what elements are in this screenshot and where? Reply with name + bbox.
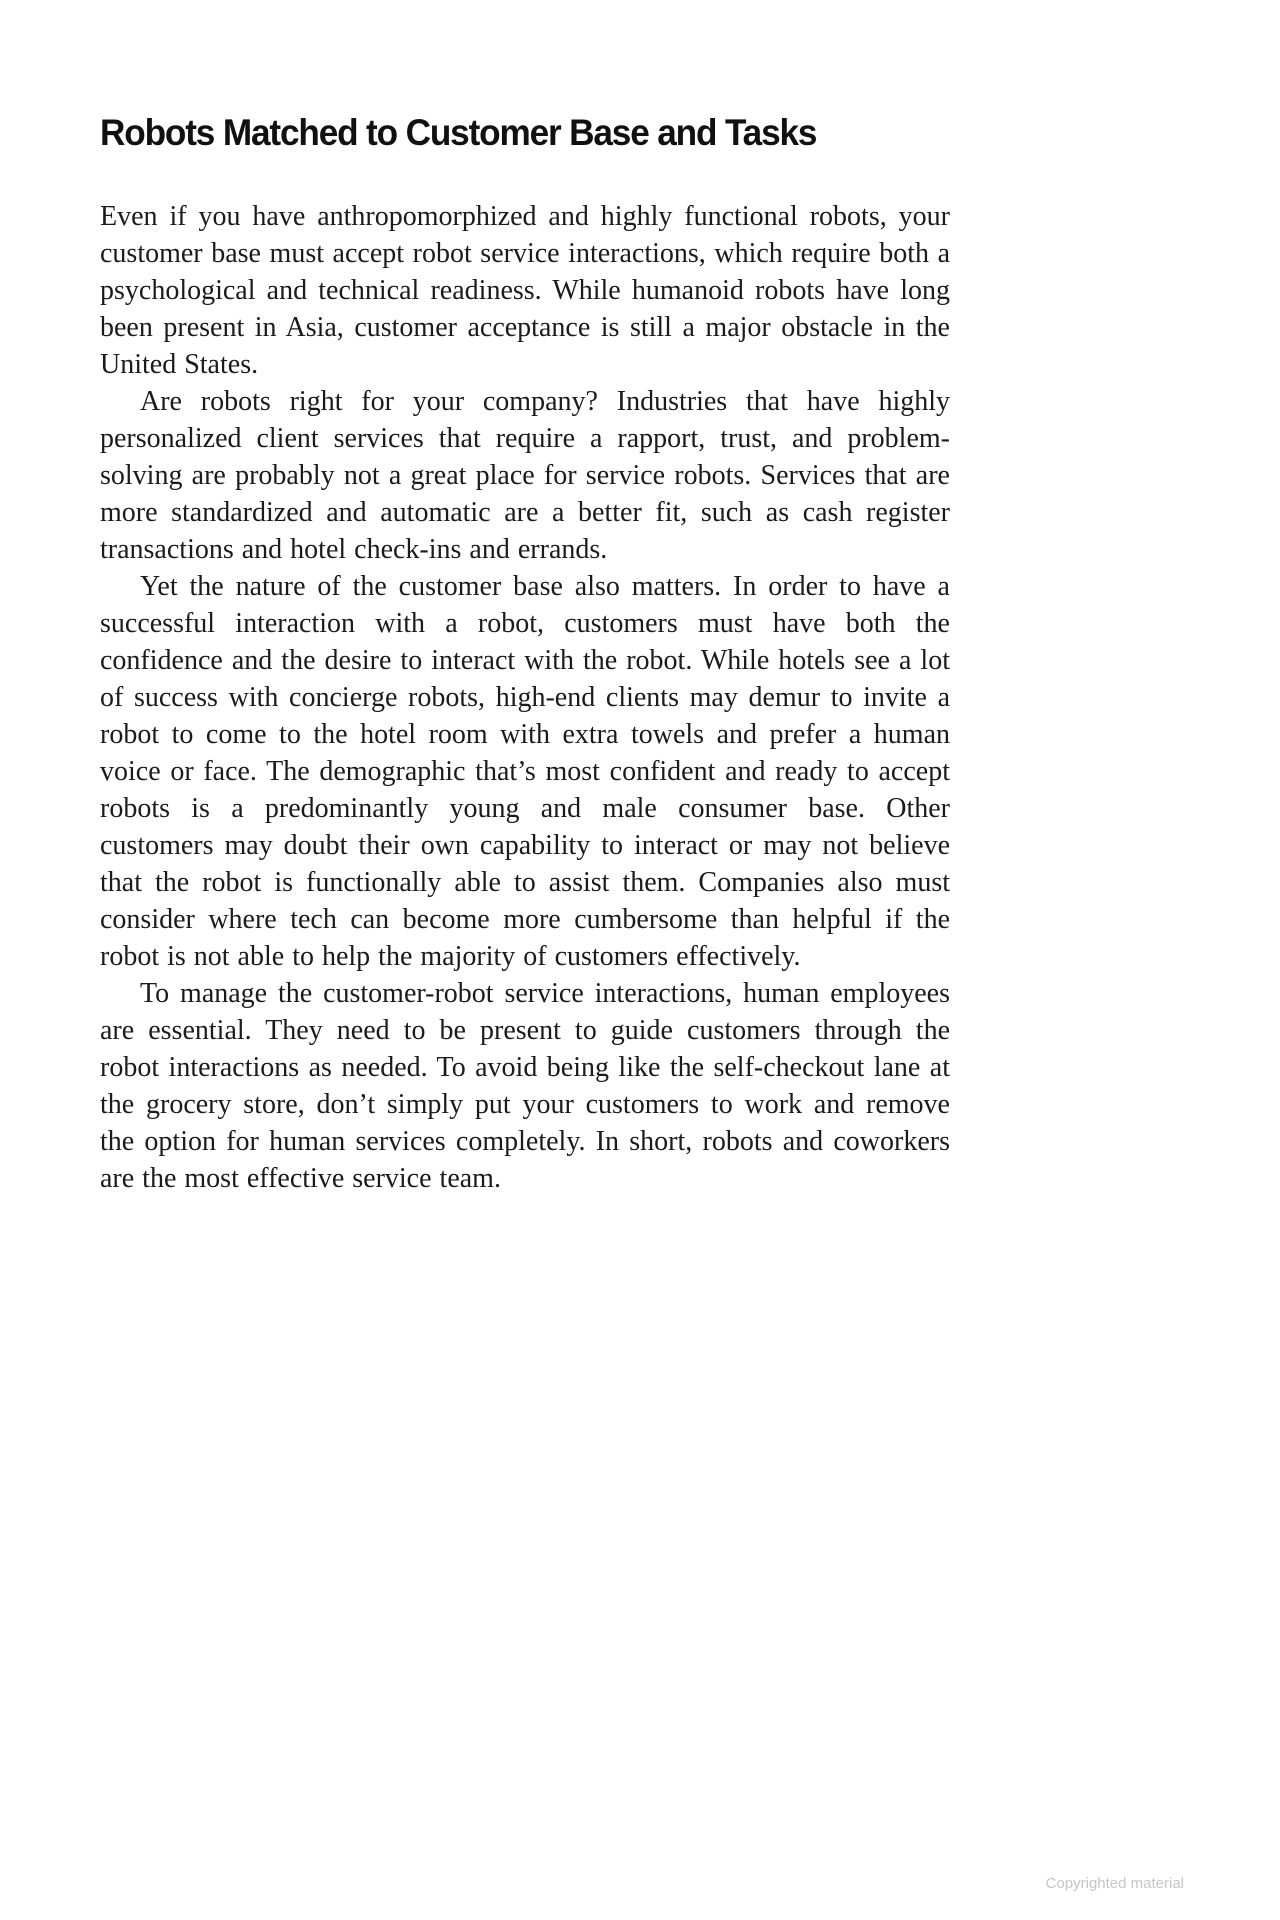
body-text — [100, 198, 950, 1197]
page-content — [100, 112, 950, 1197]
paragraph: To manage the customer-robot service interactions, human employees are essential. They need to be present to guide customers through the robot interactions as needed. To avoid being like the self-checkout lane at the grocery store, don’t simply put your customers to work and remove the option for human services completely. In short, robots and coworkers are the most effective service team. — [100, 978, 950, 1194]
copyright-watermark: Copyrighted material — [1045, 1875, 1184, 1892]
page-title: Robots Matched to Customer Base and Tasks — [100, 112, 817, 153]
paragraph: Even if you have anthropomorphized and highly functional robots, your customer base must accept robot service interactions, which require both a psychological and technical readiness. While humanoid robots have long been present in Asia, customer acceptance is still a major obstacle in the United States. — [100, 201, 950, 380]
paragraph: Yet the nature of the customer base also matters. In order to have a successful interaction with a robot, customers must have both the confidence and the desire to interact with the robot. While hotels see a lot of success with concierge robots, high-end clients may demur to invite a robot to come to the hotel room with extra towels and prefer a human voice or face. The demographic that’s most confident and ready to accept robots is a predominantly young and male consumer base. Other customers may doubt their own capability to interact or may not believe that the robot is functionally able to assist them. Companies also must consider where tech can become more cumbersome than helpful if the robot is not able to help the majority of customers effectively. — [100, 571, 950, 972]
paragraph: Are robots right for your company? Industries that have highly personalized client services that require a rapport, trust, and problem-solving are probably not a great place for service robots. Services that are more standardized and automatic are a better fit, such as cash register transactions and hotel check-ins and errands. — [100, 386, 950, 565]
